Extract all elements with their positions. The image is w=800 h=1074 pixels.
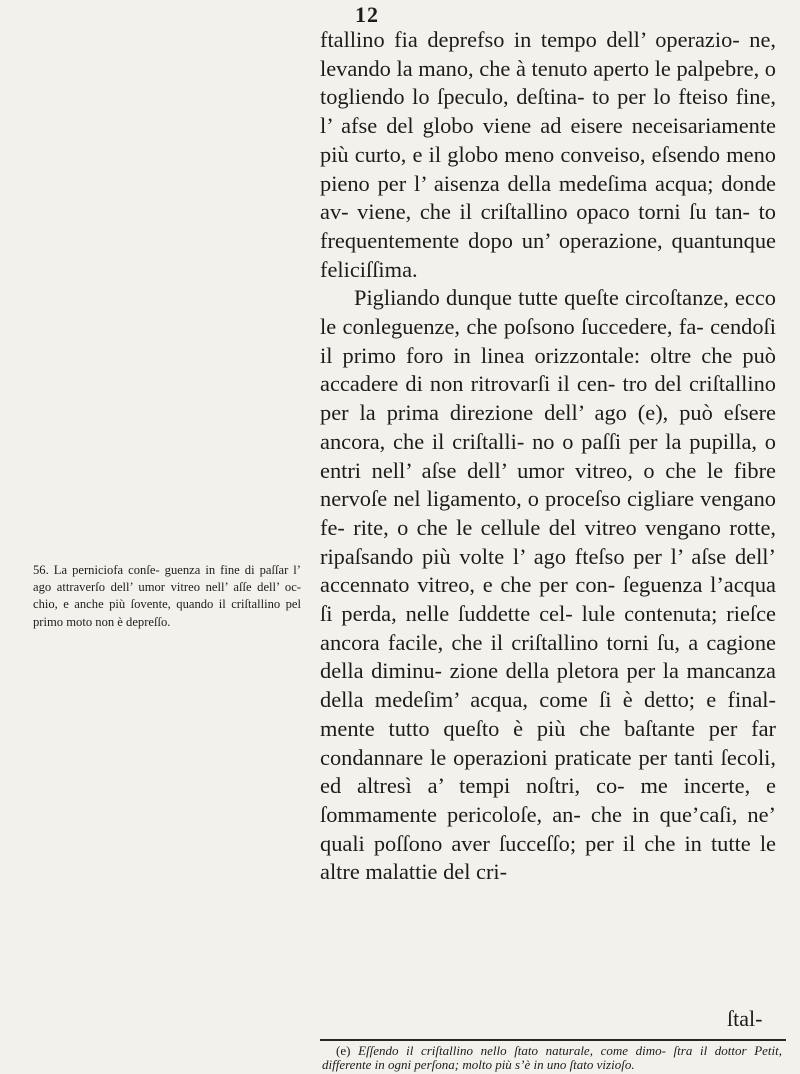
paragraph-1: ftallino fia deprefso in tempo dell’ operazio- ne, levando la mano, che à tenuto aperto le palpebre, o togliendo lo ſpeculo, deſtina- to per lo fteiso fine, l’ afse del globo viene ad eisere neceisariamente più curto, e il globo meno conveiso, eſsendo meno pieno per l’ aisenza della medeſima acqua; donde av- viene, che il criſtallino opaco torni ſu tan- to frequentemente dopo un’ operazione, quantunque feliciſſima. — [320, 27, 776, 282]
footnote-divider — [320, 1039, 786, 1041]
paragraph-2: Pigliando dunque tutte queſte circoſtanze, ecco le conleguenze, che poſsono ſuccedere, fa- cendoſi il primo foro in linea orizzontale: oltre che può accadere di non ritrovarſi il cen- tro del criſtallino per la prima direzione dell’ ago (e), può eſsere ancora, che il criſtalli- no o paſſi per la pupilla, o entri nell’ aſse dell’ umor vitreo, o che le fibre nervoſe nel ligamento, o proceſso cigliare vengano fe- rite, o che le cellule del vitreo vengano rotte, ripaſsando più volte l’ ago fteſso per l’ aſse dell’ accennato vitreo, e che per con- ſeguenza l’acqua ſi perda, nelle ſuddette cel- lule contenuta; rieſce ancora facile, che il criſtallino torni ſu, a cagione della diminu- zione della pletora per la mancanza della medeſim’ acqua, come ſi è detto; e final- mente tutto queſto è più che baſtante per far condannare le operazioni praticate per tanti ſecoli, ed altresì a’ tempi noſtri, co- me incerte, e ſommamente pericoloſe, an- che in que’caſi, ne’ quali poſſono aver ſucceſſo; per il che in tutte le altre malattie del cri- — [320, 285, 776, 885]
margin-note: 56. La perniciofa conſe- guenza in fine di paſſar l’ ago attraverſo dell’ umor vitreo nell’ aſſe dell’ oc- chio, e anche più ſovente, quando il criſtallino pel primo moto non è depreſſo. — [33, 563, 301, 629]
footnote-marker: (e) — [336, 1043, 351, 1058]
catchword: ſtal- — [727, 1006, 763, 1031]
page-number: 12 — [355, 2, 379, 27]
footnote — [322, 1044, 782, 1072]
footnote-text: Eſſendo il criſtallino nello ſtato naturale, come dimo- ſtra il dottor Petit, differente in ogni perſona; molto più s’è in uno ſtato vizioſo. — [322, 1043, 782, 1072]
main-text — [320, 26, 776, 887]
